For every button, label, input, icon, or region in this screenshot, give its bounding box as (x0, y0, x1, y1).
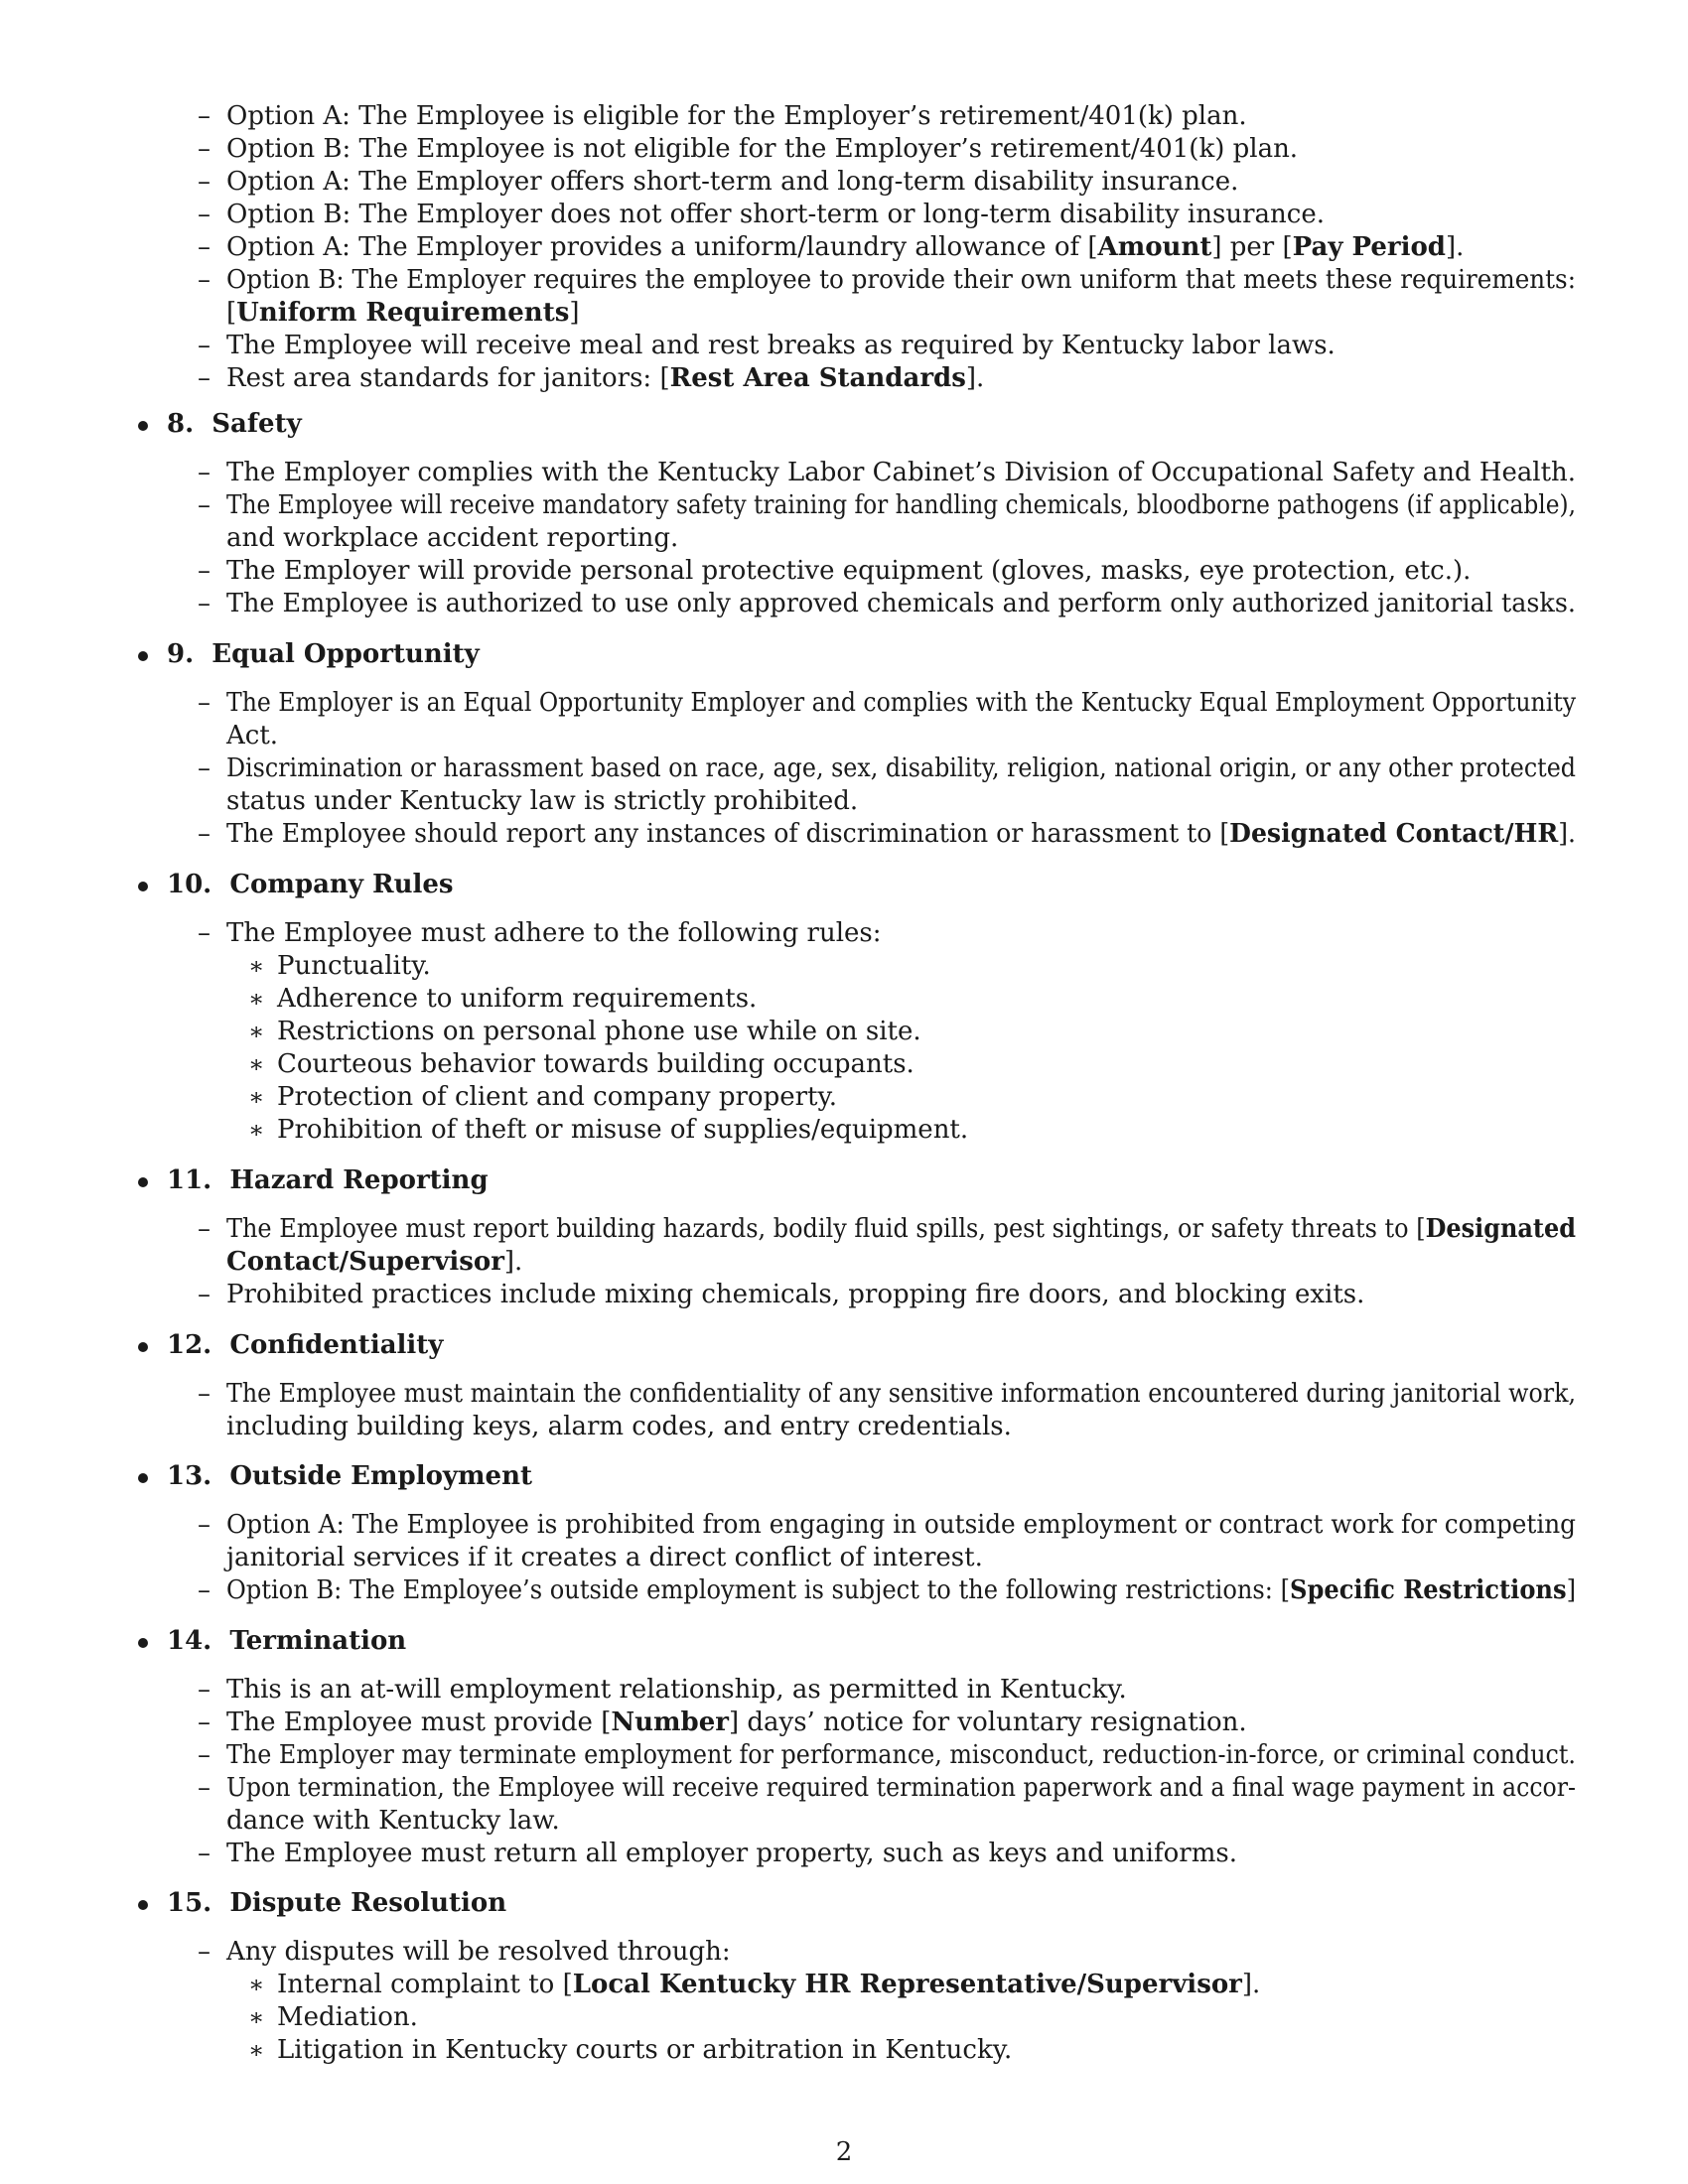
line-text: Adherence to uniform requirements. (277, 984, 758, 1014)
list-item (226, 231, 1464, 264)
line-text: ] (1566, 1575, 1576, 1605)
section-title-9-equal-opportunity: 9. Equal Opportunity (167, 639, 480, 669)
dash-bullet-icon: – (198, 200, 211, 229)
line-text: The Employer is an Equal Opportunity Employer and complies with the Kentucky Equal Employment Opportunity (226, 688, 1576, 718)
asterisk-bullet-icon: ∗ (248, 1018, 265, 1045)
line-text: Mediation. (277, 2002, 418, 2032)
dash-bullet-icon: – (198, 232, 211, 262)
list-item (226, 264, 1576, 297)
list-item (226, 100, 1247, 133)
line-text: Courteous behavior towards building occupants. (277, 1049, 914, 1079)
section-bullet-icon (138, 651, 148, 661)
line-text: The Employee must maintain the confidentiality of any sensitive information encountered during janitorial work, (226, 1379, 1576, 1409)
list-item-continuation (226, 720, 278, 752)
line-text: [ (226, 298, 237, 328)
line-text: The Employer may terminate employment for performance, misconduct, reduction-in-force, or criminal conduct. (226, 1740, 1576, 1770)
sub-list-item (277, 1114, 968, 1147)
list-item (226, 1838, 1237, 1870)
placeholder-field: Local Kentucky HR Representative/Supervisor (572, 1970, 1242, 1999)
line-text: including building keys, alarm codes, and entry credentials. (226, 1412, 1012, 1441)
line-text: Act. (226, 721, 279, 751)
line-text: ]. (503, 1247, 523, 1277)
placeholder-field: Designated Contact/HR (1229, 819, 1559, 849)
list-item (226, 1509, 1576, 1542)
sub-list-item (277, 983, 757, 1016)
line-text: Discrimination or harassment based on race, age, sex, disability, religion, national origin, or any other protected (226, 753, 1576, 783)
dash-bullet-icon: – (198, 753, 211, 783)
section-title-14-termination: 14. Termination (167, 1626, 407, 1656)
line-text: Option A: The Employer provides a uniform/laundry allowance of [ (226, 232, 1098, 262)
list-item-continuation (226, 1246, 522, 1279)
line-text: ]. (965, 363, 985, 393)
line-text: Prohibited practices include mixing chemicals, propping fire doors, and blocking exits. (226, 1280, 1365, 1309)
line-text: janitorial services if it creates a direct conflict of interest. (226, 1543, 983, 1572)
line-text: ]. (1446, 232, 1465, 262)
line-text: The Employee is authorized to use only approved chemicals and perform only authorized janitorial tasks. (226, 589, 1576, 618)
dash-bullet-icon: – (198, 556, 211, 586)
line-text: Option B: The Employer does not offer short-term or long-term disability insurance. (226, 200, 1325, 229)
dash-bullet-icon: – (198, 1839, 211, 1868)
line-text: ]. (1241, 1970, 1261, 1999)
section-title-11-hazard-reporting: 11. Hazard Reporting (167, 1165, 489, 1195)
placeholder-field: Number (611, 1707, 729, 1737)
sub-list-item (277, 1048, 914, 1081)
list-item (226, 330, 1336, 362)
list-item (226, 1279, 1364, 1311)
line-text: The Employee must provide [ (226, 1707, 612, 1737)
section-bullet-icon (138, 1177, 148, 1187)
line-text: status under Kentucky law is strictly prohibited. (226, 786, 859, 816)
line-text: dance with Kentucky law. (226, 1806, 560, 1836)
list-item (226, 555, 1471, 588)
list-item-continuation (226, 1542, 983, 1574)
list-item (226, 1936, 731, 1969)
list-item (226, 1674, 1127, 1706)
line-text: The Employee must return all employer property, such as keys and uniforms. (226, 1839, 1237, 1868)
line-text: ] (569, 298, 580, 328)
line-text: Any disputes will be resolved through: (226, 1937, 731, 1967)
asterisk-bullet-icon: ∗ (248, 1971, 265, 1998)
placeholder-field: Rest Area Standards (669, 363, 966, 393)
list-item (226, 1772, 1576, 1805)
dash-bullet-icon: – (198, 1937, 211, 1967)
asterisk-bullet-icon: ∗ (248, 2036, 265, 2064)
section-title-8-safety: 8. Safety (167, 409, 302, 439)
dash-bullet-icon: – (198, 363, 211, 393)
line-text: Restrictions on personal phone use while on site. (277, 1017, 921, 1046)
section-bullet-icon (138, 1473, 148, 1483)
list-item (226, 362, 984, 395)
asterisk-bullet-icon: ∗ (248, 1083, 265, 1111)
line-text: Litigation in Kentucky courts or arbitration in Kentucky. (277, 2035, 1013, 2065)
line-text: ] days’ notice for voluntary resignation. (728, 1707, 1247, 1737)
asterisk-bullet-icon: ∗ (248, 1050, 265, 1078)
list-item (226, 1739, 1576, 1772)
line-text: The Employee should report any instances of discrimination or harassment to [ (226, 819, 1230, 849)
asterisk-bullet-icon: ∗ (248, 2003, 265, 2031)
list-item-continuation (226, 1805, 560, 1838)
asterisk-bullet-icon: ∗ (248, 985, 265, 1013)
list-item (226, 1574, 1576, 1607)
placeholder-field: Contact/Supervisor (226, 1247, 504, 1277)
list-item (226, 1706, 1247, 1739)
dash-bullet-icon: – (198, 1773, 211, 1803)
dash-bullet-icon: – (198, 1740, 211, 1770)
section-bullet-icon (138, 1900, 148, 1910)
sub-list-item (277, 1081, 837, 1114)
dash-bullet-icon: – (198, 1675, 211, 1705)
dash-bullet-icon: – (198, 918, 211, 948)
line-text: Option B: The Employee’s outside employment is subject to the following restrictions: [ (226, 1575, 1291, 1605)
line-text: Option A: The Employer offers short-term and long-term disability insurance. (226, 167, 1239, 197)
line-text: Internal complaint to [ (277, 1970, 573, 1999)
section-bullet-icon (138, 421, 148, 431)
line-text: The Employee must adhere to the following rules: (226, 918, 882, 948)
dash-bullet-icon: – (198, 1379, 211, 1409)
line-text: Punctuality. (277, 951, 431, 981)
line-text: Rest area standards for janitors: [ (226, 363, 670, 393)
dash-bullet-icon: – (198, 819, 211, 849)
line-text: Option A: The Employee is eligible for the Employer’s retirement/401(k) plan. (226, 101, 1247, 131)
dash-bullet-icon: – (198, 134, 211, 164)
sub-list-item (277, 1016, 921, 1048)
list-item (226, 199, 1325, 231)
list-item (226, 1213, 1576, 1246)
list-item (226, 489, 1576, 522)
dash-bullet-icon: – (198, 1510, 211, 1540)
list-item (226, 687, 1576, 720)
placeholder-field: Pay Period (1292, 232, 1446, 262)
dash-bullet-icon: – (198, 688, 211, 718)
section-bullet-icon (138, 1638, 148, 1648)
list-item-continuation (226, 522, 678, 555)
list-item (226, 166, 1238, 199)
dash-bullet-icon: – (198, 331, 211, 360)
placeholder-field: Amount (1097, 232, 1212, 262)
line-text: The Employee will receive meal and rest breaks as required by Kentucky labor laws. (226, 331, 1336, 360)
line-text: ]. (1558, 819, 1576, 849)
placeholder-field: Uniform Requirements (236, 298, 570, 328)
dash-bullet-icon: – (198, 265, 211, 295)
section-bullet-icon (138, 1342, 148, 1352)
list-item-continuation (226, 1411, 1012, 1443)
line-text: and workplace accident reporting. (226, 523, 679, 553)
section-title-13-outside-employment: 13. Outside Employment (167, 1461, 532, 1491)
line-text: This is an at-will employment relationship, as permitted in Kentucky. (226, 1675, 1127, 1705)
dash-bullet-icon: – (198, 101, 211, 131)
list-item (226, 917, 882, 950)
section-title-10-company-rules: 10. Company Rules (167, 870, 454, 899)
dash-bullet-icon: – (198, 1214, 211, 1244)
placeholder-field: Specific Restrictions (1290, 1575, 1567, 1605)
list-item-continuation (226, 785, 858, 818)
line-text: The Employer will provide personal protective equipment (gloves, masks, eye protection, etc.). (226, 556, 1472, 586)
sub-list-item (277, 2034, 1012, 2067)
line-text: The Employee must report building hazards, bodily fluid spills, pest sightings, or safety threats to [ (226, 1214, 1426, 1244)
list-item (226, 818, 1576, 851)
list-item (226, 752, 1576, 785)
sub-list-item (277, 1969, 1260, 2001)
page-number: 2 (835, 2137, 853, 2167)
asterisk-bullet-icon: ∗ (248, 952, 265, 980)
list-item (226, 588, 1576, 620)
asterisk-bullet-icon: ∗ (248, 1116, 265, 1144)
list-item-continuation (226, 297, 580, 330)
dash-bullet-icon: – (198, 490, 211, 520)
section-title-12-confidentiality: 12. Confidentiality (167, 1330, 444, 1360)
line-text: Upon termination, the Employee will receive required termination paperwork and a final wage payment in accor- (226, 1773, 1576, 1803)
dash-bullet-icon: – (198, 589, 211, 618)
section-title-15-dispute-resolution: 15. Dispute Resolution (167, 1888, 507, 1918)
dash-bullet-icon: – (198, 458, 211, 487)
line-text: Option B: The Employee is not eligible for the Employer’s retirement/401(k) plan. (226, 134, 1299, 164)
line-text: The Employer complies with the Kentucky Labor Cabinet’s Division of Occupational Safety and Health. (226, 458, 1576, 487)
line-text: Option B: The Employer requires the employee to provide their own uniform that meets these requirements: (226, 265, 1576, 295)
sub-list-item (277, 2001, 418, 2034)
list-item (226, 457, 1576, 489)
line-text: ] per [ (1211, 232, 1293, 262)
line-text: Option A: The Employee is prohibited from engaging in outside employment or contract work for competing (226, 1510, 1576, 1540)
section-bullet-icon (138, 882, 148, 891)
line-text: The Employee will receive mandatory safety training for handling chemicals, bloodborne pathogens (if applicable), (226, 490, 1576, 520)
dash-bullet-icon: – (198, 1280, 211, 1309)
list-item (226, 133, 1298, 166)
placeholder-field: Designated (1425, 1214, 1576, 1244)
line-text: Protection of client and company property. (277, 1082, 837, 1112)
sub-list-item (277, 950, 431, 983)
dash-bullet-icon: – (198, 1575, 211, 1605)
dash-bullet-icon: – (198, 1707, 211, 1737)
dash-bullet-icon: – (198, 167, 211, 197)
list-item (226, 1378, 1576, 1411)
line-text: Prohibition of theft or misuse of supplies/equipment. (277, 1115, 969, 1145)
